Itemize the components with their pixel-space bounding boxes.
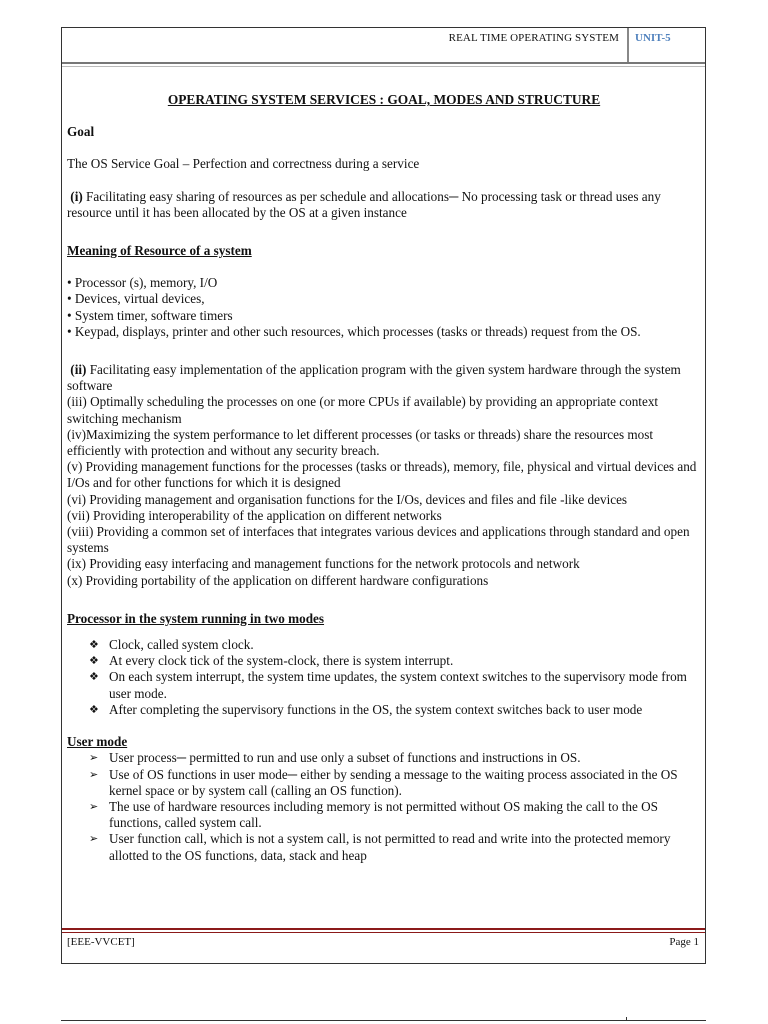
list-item: • Keypad, displays, printer and other such resources, which processes (tasks or threads) request from the OS.	[67, 323, 641, 339]
header-rule-thin	[62, 66, 705, 67]
item-ii-num: (ii)	[70, 362, 87, 378]
list-item: • System timer, software timers	[67, 307, 233, 323]
item-i	[67, 189, 701, 221]
item-ii-text: Facilitating easy implementation of the application program with the given system hardware through the system software	[67, 362, 681, 394]
goal-text: The OS Service Goal – Perfection and correctness during a service	[67, 156, 420, 172]
list-item: ❖ Clock, called system clock.	[89, 637, 254, 653]
diamond-bullet-icon: ❖	[89, 670, 99, 684]
arrow-bullet-icon: ➢	[89, 832, 99, 846]
diamond-bullet-icon: ❖	[89, 638, 99, 652]
page-number: Page 1	[669, 936, 699, 948]
arrow-bullet-icon: ➢	[89, 799, 99, 813]
next-page-edge	[61, 1020, 706, 1021]
user-mode-heading: User mode	[67, 734, 128, 750]
page-title: OPERATING SYSTEM SERVICES : GOAL, MODES AND STRUCTURE	[167, 92, 601, 107]
list-item: ❖ On each system interrupt, the system time updates, the system context switches to the supervisory mode from user mode.	[89, 669, 687, 701]
list-item: ❖ At every clock tick of the system-clock, there is system interrupt.	[89, 653, 454, 669]
footer-rule-thin	[62, 932, 705, 933]
list-item: ➢ Use of OS functions in user mode─ either by sending a message to the waiting process associated in the OS kernel space or by system call (calling an OS function).	[89, 766, 678, 798]
arrow-bullet-icon: ➢	[89, 751, 99, 765]
list-item: (iv)Maximizing the system performance to let different processes (or tasks or threads) share the resources most efficiently with protection and without any security breach.	[67, 426, 654, 459]
list-item: (vi) Providing management and organisation functions for the I/Os, devices and files and file -like devices	[67, 491, 628, 507]
list-item: ➢ The use of hardware resources including memory is not permitted without OS making the call to the OS functions, called system call.	[89, 798, 658, 831]
header-title-cell	[62, 28, 629, 62]
next-page-tick	[626, 1017, 627, 1021]
diamond-bullet-icon: ❖	[89, 702, 99, 716]
user-mode-list	[67, 750, 701, 863]
list-item: (v) Providing management functions for the processes (tasks or threads), memory, file, physical and virtual devices and I/Os and for other functions for which it is designed	[67, 459, 697, 491]
modes-list	[67, 637, 701, 718]
list-item: (vii) Providing interoperability of the application on different networks	[67, 507, 442, 523]
list-item: ❖ After completing the supervisory functions in the OS, the system context switches back to user mode	[89, 701, 643, 717]
arrow-bullet-icon: ➢	[89, 767, 99, 781]
list-item: (iii) Optimally scheduling the processes on one (or more CPUs if available) by providing an appropriate context switching mechanism	[67, 394, 659, 426]
list-item: ➢ User function call, which is not a system call, is not permitted to read and write into the protected memory allotted to the OS functions, data, stack and heap	[89, 831, 671, 863]
header-title: REAL TIME OPERATING SYSTEM	[448, 32, 619, 44]
list-item: ➢ User process─ permitted to run and use only a subset of functions and instructions in OS.	[89, 750, 581, 766]
goal-heading: Goal	[67, 124, 95, 140]
resource-list	[67, 275, 701, 340]
list-item: • Devices, virtual devices,	[67, 291, 205, 307]
footer-rule	[62, 928, 705, 930]
header-rule	[62, 62, 705, 64]
header-unit: UNIT-5	[635, 32, 671, 44]
footer-left: [EEE-VVCET]	[67, 936, 135, 948]
document-page	[61, 27, 706, 964]
list-item: (ix) Providing easy interfacing and management functions for the network protocols and network	[67, 556, 580, 572]
item-ii	[67, 362, 701, 394]
page-content	[67, 92, 701, 864]
list-item: • Processor (s), memory, I/O	[67, 275, 218, 291]
diamond-bullet-icon: ❖	[89, 654, 99, 668]
item-i-num: (i)	[70, 188, 83, 204]
item-i-text: Facilitating easy sharing of resources as per schedule and allocations─ No processing task or thread uses any resource until it has been allocated by the OS at a given instance	[67, 188, 661, 220]
list-item: (viii) Providing a common set of interfaces that integrates various devices and applications through standard and open systems	[67, 524, 690, 556]
list-item: (x) Providing portability of the application on different hardware configurations	[67, 572, 489, 588]
resource-heading: Meaning of Resource of a system	[67, 243, 252, 259]
modes-heading: Processor in the system running in two modes	[67, 610, 325, 626]
